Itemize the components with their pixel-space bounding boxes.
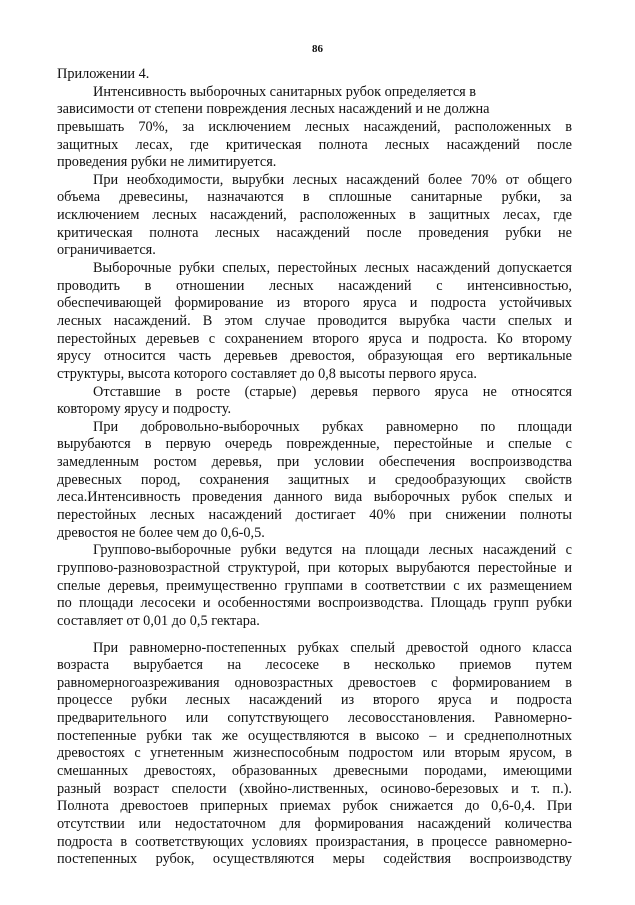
text-line: леса.Интенсивность проведения данного вида выборочных рубок спелых и bbox=[57, 489, 572, 506]
text-line: возраста вырубается на лесосеке в несколько приемов путем bbox=[57, 657, 572, 674]
text-line: спелые деревья, преимущественно группами в соответствии с их размещением bbox=[57, 577, 572, 594]
text-line: Интенсивность выборочных санитарных рубок определяется в bbox=[93, 83, 477, 100]
text-line: древостоя не более чем до 0,6-0,5. bbox=[57, 524, 265, 541]
text-line: составляет от 0,01 до 0,5 гектара. bbox=[57, 612, 260, 629]
text-line: структуры, высота которого составляет до 0,8 высоты первого яруса. bbox=[57, 365, 477, 382]
text-line: постепенные рубки так же осуществляются в высоко – и среднеполнотных bbox=[57, 727, 572, 744]
text-line: Выборочные рубки спелых, перестойных лесных насаждений допускается bbox=[93, 260, 572, 277]
text-line: замедленным ростом деревья, при условии обеспечения воспроизводства bbox=[57, 454, 572, 471]
text-line: смешанных древостоях, образованных древесными породами, имеющими bbox=[57, 762, 572, 779]
text-line: ковтopoмy ярусу и подросту. bbox=[57, 401, 232, 418]
text-line: вырубаются в первую очередь поврежденные, перестойные и спелые с bbox=[57, 436, 572, 453]
text-line: защитных лесах, где критическая полнота лесных насаждений после bbox=[57, 136, 572, 153]
text-line: проводить в отношении лесных насаждений с интенсивностью, bbox=[57, 277, 572, 294]
text-line: по площади лесосеки и особенностями воспроизводства. Площадь групп рубки bbox=[57, 595, 572, 612]
text-line: древостоях с угнетенным жизнеспособным подростом или вторым ярусом, в bbox=[57, 745, 572, 762]
text-line: предварительного или сопутствующего лесовосстановления. Равномерно- bbox=[57, 710, 572, 727]
text-line: критическая полнота лесных насаждений после проведения рубки не bbox=[57, 224, 572, 241]
text-line: постепенных рубок, осуществляются меры содействия воспроизводству bbox=[57, 851, 572, 868]
text-line: подроста в соответствующих условиях произрастания, в процессе равномерно- bbox=[57, 833, 572, 850]
document-body bbox=[57, 66, 572, 869]
text-line: равномерногоазреживания одновозрастных древостоев с формированием в bbox=[57, 674, 572, 691]
text-line: объема древесины, назначаются в сплошные санитарные рубки, за bbox=[57, 189, 572, 206]
text-line: Группово-выборочные рубки ведутся на площади лесных насаждений с bbox=[93, 542, 572, 559]
text-line: Отставшие в росте (старые) деревья первого яруса не относятся bbox=[93, 383, 572, 400]
text-line: перестойных лесных насаждений достигает 40% при снижении полноты bbox=[57, 507, 572, 524]
paragraph-gap bbox=[57, 631, 572, 640]
text-line: ограничивается. bbox=[57, 242, 156, 259]
text-line: Полнота древостоев приперных приемах рубок снижается до 0,6-0,4. При bbox=[57, 798, 572, 815]
text-line: При необходимости, вырубки лесных насаждений более 70% от общего bbox=[93, 171, 572, 188]
text-line: превышать 70%, за исключением лесных насаждений, расположенных в bbox=[57, 118, 572, 135]
text-line: Приложении 4. bbox=[57, 66, 150, 82]
text-line: зависимости от степени повреждения лесных насаждений и не должна bbox=[57, 101, 490, 118]
text-line: процессе рубки лесных насаждений из второго яруса и подроста bbox=[57, 692, 572, 709]
page-number: 86 bbox=[312, 43, 323, 55]
text-line: лесных насаждений. В этом случае проводится вырубка части спелых и bbox=[57, 312, 572, 329]
text-line: ярусу относится часть деревьев древостоя, образующая его вертикальные bbox=[57, 348, 572, 365]
text-line: исключением лесных насаждений, расположенных в защитных лесах, где bbox=[57, 207, 572, 224]
text-line: древесных пород, сохранения защитных и средообразующих свойств bbox=[57, 471, 572, 488]
text-line: разный возраст спелости (хвойно-лиственных, осиново-березовых и т. п.). bbox=[57, 780, 572, 797]
text-line: обеспечивающей формирование из второго яруса и подроста устойчивых bbox=[57, 295, 572, 312]
text-line: группово-разновозрастной структурой, при которых вырубаются перестойные и bbox=[57, 559, 572, 576]
text-line: При добровольно-выборочных рубках равномерно по площади bbox=[93, 418, 572, 435]
text-line: проведения рубки не лимитируется. bbox=[57, 154, 277, 171]
text-line: отсутствии или недостаточном для формирования насаждений количества bbox=[57, 815, 572, 832]
text-line: перестойных деревьев с сохранением второго яруса и подроста. Ко второму bbox=[57, 330, 572, 347]
text-line: При равномерно-постепенных рубках спелый древостой одного класса bbox=[93, 639, 572, 656]
